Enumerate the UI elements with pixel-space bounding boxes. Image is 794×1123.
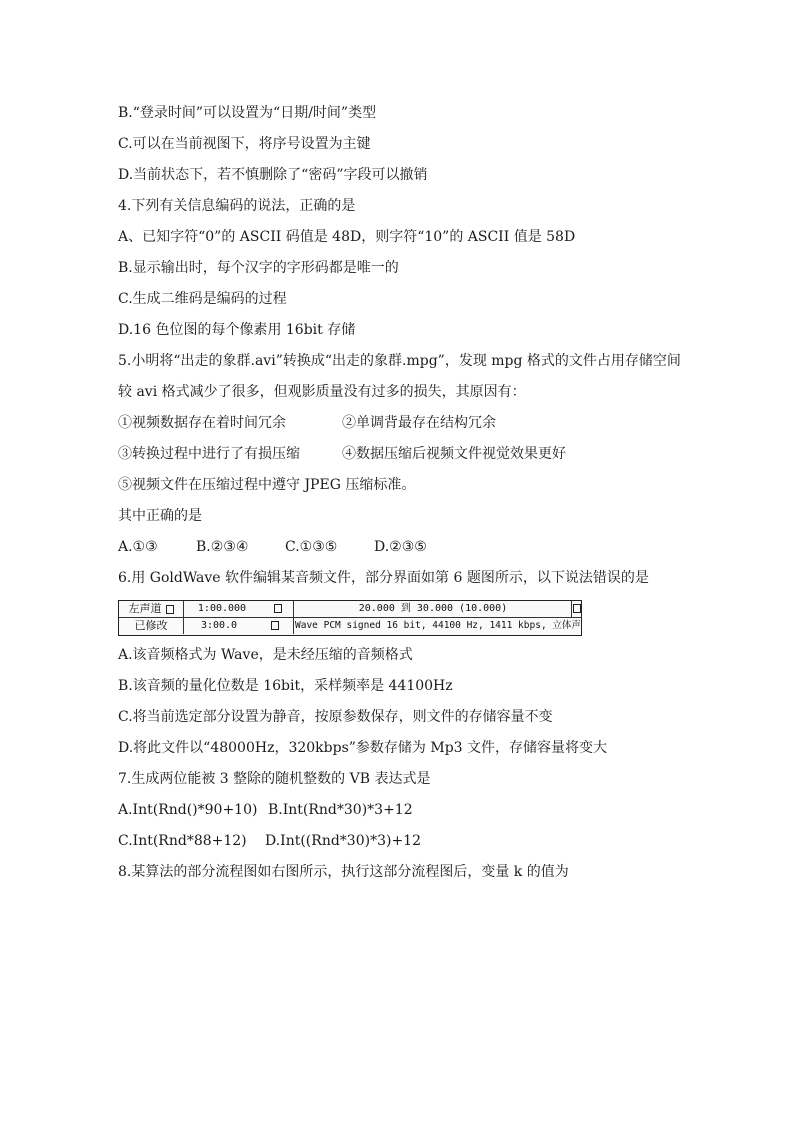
modified-label: 已修改: [119, 618, 184, 634]
dropdown-box-icon: [274, 604, 282, 613]
left-channel-label: 左声道: [119, 601, 184, 617]
position-readout: 1:00.000: [185, 601, 294, 617]
panel-row-top: [119, 601, 581, 618]
q7-option-d: D.Int((Rnd*30)*3)+12: [265, 833, 421, 849]
q5-prompt: 其中正确的是: [118, 508, 202, 524]
line-q6-a: A.该音频格式为 Wave，是未经压缩的音频格式: [118, 647, 413, 663]
line-q4-c: C.生成二维码是编码的过程: [118, 291, 287, 307]
q5-answer-a: A.①③: [118, 539, 158, 555]
panel-row-bottom: [119, 618, 581, 634]
q7-option-c: C.Int(Rnd*88+12): [118, 833, 247, 849]
q5-option-2: ②单调背最存在结构冗余: [342, 415, 496, 431]
format-readout: Wave PCM signed 16 bit, 44100 Hz, 1411 kbps, 立体声: [295, 620, 581, 631]
length-readout: 3:00.0: [185, 618, 294, 634]
question-4: 4.下列有关信息编码的说法，正确的是: [118, 198, 356, 214]
line-q4-a: A、已知字符“0”的 ASCII 码值是 48D，则字符“10”的 ASCII 值是 58D: [118, 229, 576, 245]
question-6: 6.用 GoldWave 软件编辑某音频文件，部分界面如第 6 题图所示，以下说法错误的是: [118, 570, 649, 586]
q7-option-b: B.Int(Rnd*30)*3+12: [268, 802, 413, 818]
line-q3-d: D.当前状态下，若不慎删除了“密码”字段可以撤销: [118, 167, 428, 183]
selection-readout: 20.000 到 30.000 (10.000): [293, 601, 572, 617]
question-5-cont: 较 avi 格式减少了很多，但观影质量没有过多的损失，其原因有：: [118, 384, 526, 400]
line-q6-b: B.该音频的量化位数是 16bit，采样频率是 44100Hz: [118, 678, 453, 694]
dropdown-box-icon: [571, 601, 581, 617]
line-q3-c: C.可以在当前视图下，将序号设置为主键: [118, 136, 371, 152]
line-q3-b: B.“登录时间”可以设置为“日期/时间”类型: [118, 105, 377, 121]
line-q6-d: D.将此文件以“48000Hz，320kbps”参数存储为 Mp3 文件，存储容量将变大: [118, 740, 608, 756]
question-8: 8.某算法的部分流程图如右图所示，执行这部分流程图后，变量 k 的值为: [118, 864, 569, 880]
question-7: 7.生成两位能被 3 整除的随机整数的 VB 表达式是: [118, 771, 431, 787]
q5-answer-b: B.②③④: [196, 539, 249, 555]
q7-option-a: A.Int(Rnd()*90+10): [118, 802, 258, 818]
q5-option-5: ⑤视频文件在压缩过程中遵守 JPEG 压缩标准。: [118, 477, 416, 493]
line-q4-d: D.16 色位图的每个像素用 16bit 存储: [118, 322, 356, 338]
line-q6-c: C.将当前选定部分设置为静音，按原参数保存，则文件的存储容量不变: [118, 709, 553, 725]
question-5: 5.小明将“出走的象群.avi”转换成“出走的象群.mpg”，发现 mpg 格式的文件占用存储空间: [118, 353, 681, 369]
q5-option-4: ④数据压缩后视频文件视觉效果更好: [342, 446, 566, 462]
goldwave-status-panel: [118, 600, 582, 636]
line-q4-b: B.显示输出时，每个汉字的字形码都是唯一的: [118, 260, 399, 276]
q5-option-3: ③转换过程中进行了有损压缩: [118, 446, 300, 462]
q5-answer-c: C.①③⑤: [285, 539, 338, 555]
q5-answer-d: D.②③⑤: [374, 539, 427, 555]
dropdown-box-icon: [271, 621, 279, 630]
dropdown-box-icon: [166, 605, 174, 614]
q5-option-1: ①视频数据存在着时间冗余: [118, 415, 286, 431]
